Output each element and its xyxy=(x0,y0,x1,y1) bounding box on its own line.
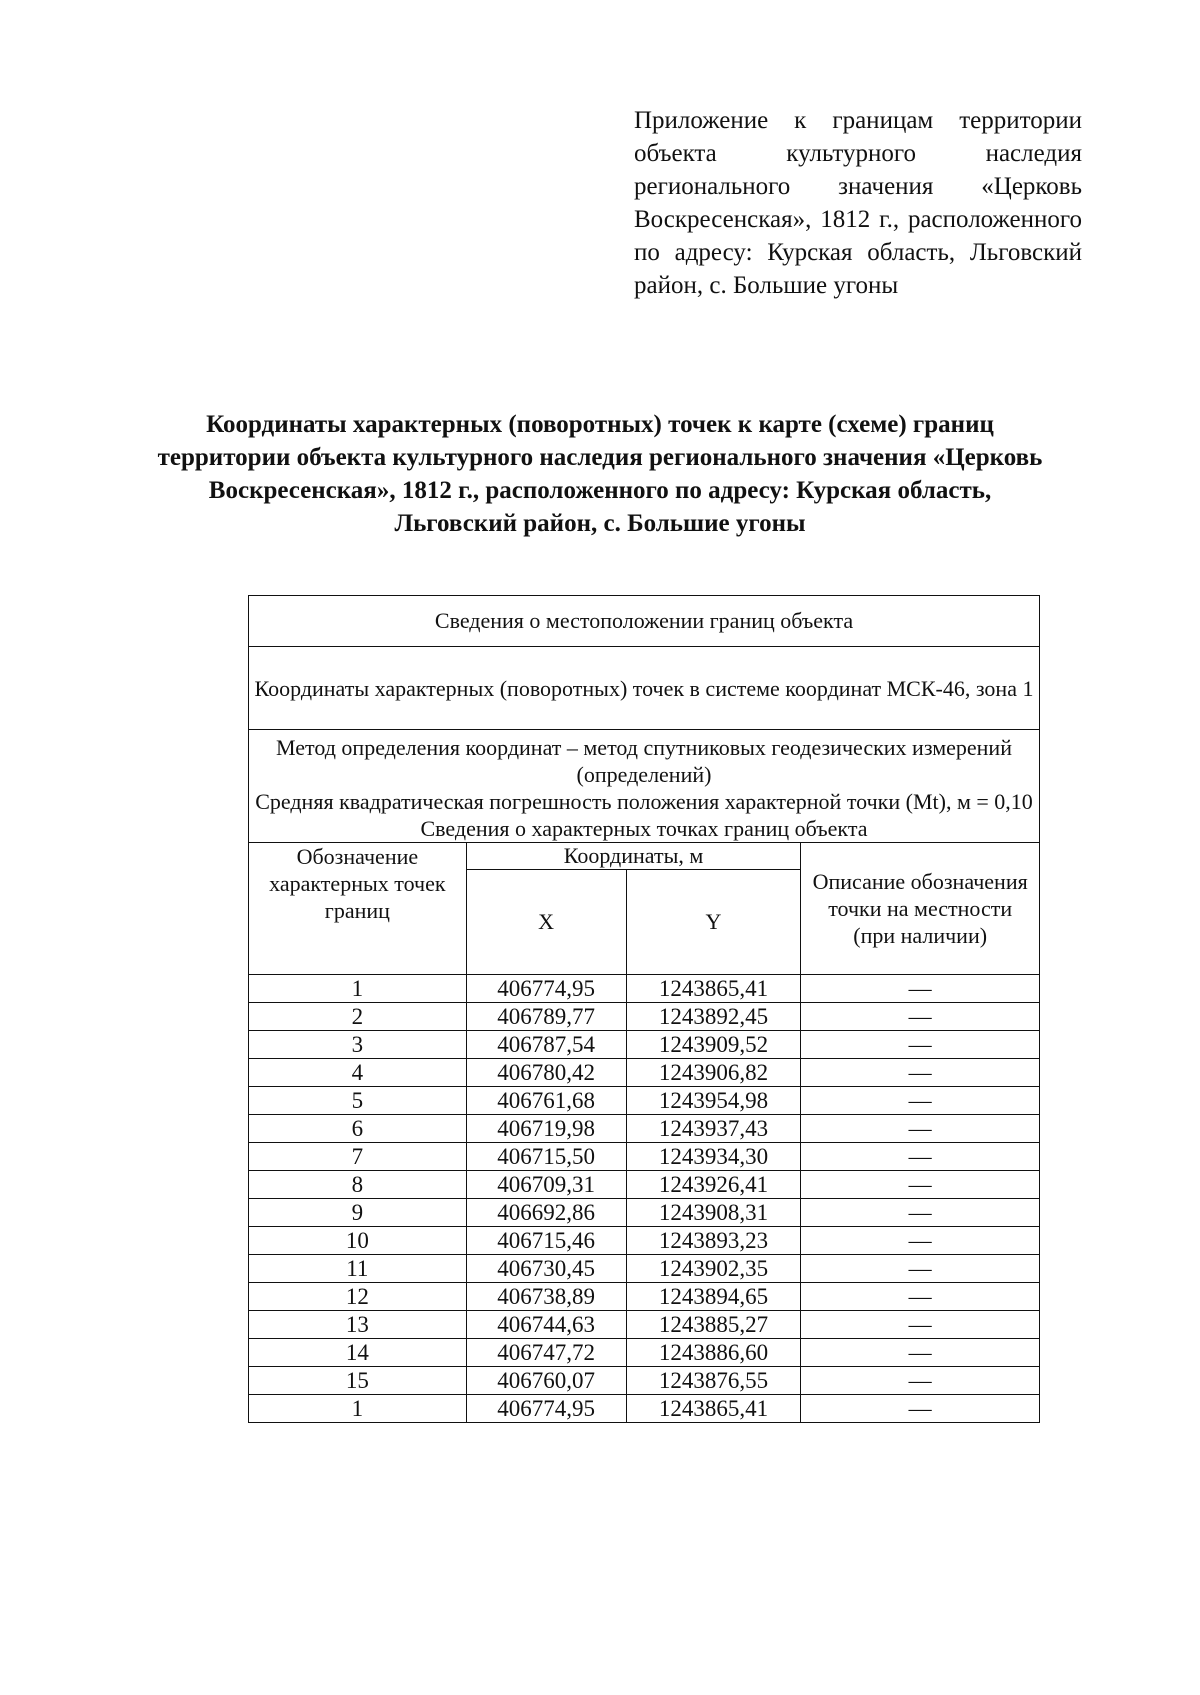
coord-y: 1243865,41 xyxy=(626,1395,801,1423)
coord-x: 406744,63 xyxy=(466,1311,626,1339)
coord-x: 406774,95 xyxy=(466,975,626,1003)
point-number: 9 xyxy=(249,1199,467,1227)
point-description: — xyxy=(801,1199,1040,1227)
document-title: Координаты характерных (поворотных) точек к карте (схеме) границ территории объекта культурного наследия регионального значения «Церковь Воскресенская», 1812 г., расположенного по адресу: Курская область, Льговский район, с. Большие угоны xyxy=(157,411,1043,537)
table-row xyxy=(249,1311,1040,1339)
point-description: — xyxy=(801,975,1040,1003)
point-number: 5 xyxy=(249,1087,467,1115)
coord-y: 1243865,41 xyxy=(626,975,801,1003)
point-description: — xyxy=(801,1143,1040,1171)
point-number: 2 xyxy=(249,1003,467,1031)
point-description: — xyxy=(801,1003,1040,1031)
col-designation-header: Обозначение характерных точек границ xyxy=(249,843,467,975)
point-number: 1 xyxy=(249,975,467,1003)
table-row xyxy=(249,1283,1040,1311)
point-number: 10 xyxy=(249,1227,467,1255)
col-x-header: X xyxy=(466,870,626,975)
point-description: — xyxy=(801,1283,1040,1311)
point-description: — xyxy=(801,1311,1040,1339)
coord-x: 406715,46 xyxy=(466,1227,626,1255)
table-row xyxy=(249,1031,1040,1059)
coord-y: 1243893,23 xyxy=(626,1227,801,1255)
coord-y: 1243908,31 xyxy=(626,1199,801,1227)
coord-y: 1243894,65 xyxy=(626,1283,801,1311)
point-number: 3 xyxy=(249,1031,467,1059)
point-number: 7 xyxy=(249,1143,467,1171)
coord-x: 406747,72 xyxy=(466,1339,626,1367)
coord-x: 406774,95 xyxy=(466,1395,626,1423)
coord-x: 406730,45 xyxy=(466,1255,626,1283)
appendix-note: Приложение к границам территории объекта культурного наследия регионального значения «Церковь Воскресенская», 1812 г., расположенного по адресу: Курская область, Льговский район, с. Большие угоны xyxy=(634,107,1082,299)
point-number: 15 xyxy=(249,1367,467,1395)
point-description: — xyxy=(801,1115,1040,1143)
coord-x: 406787,54 xyxy=(466,1031,626,1059)
table-header-method xyxy=(249,730,1040,843)
coord-y: 1243937,43 xyxy=(626,1115,801,1143)
point-description: — xyxy=(801,1395,1040,1423)
col-y-header: Y xyxy=(626,870,801,975)
point-description: — xyxy=(801,1031,1040,1059)
point-number: 8 xyxy=(249,1171,467,1199)
coordinates-table xyxy=(248,595,1040,1423)
coord-x: 406738,89 xyxy=(466,1283,626,1311)
table-row xyxy=(249,1115,1040,1143)
table-row xyxy=(249,1227,1040,1255)
coord-y: 1243885,27 xyxy=(626,1311,801,1339)
point-description: — xyxy=(801,1255,1040,1283)
method-text: Метод определения координат – метод спутниковых геодезических измерений (определений) xyxy=(276,735,1012,787)
col-coords-header: Координаты, м xyxy=(466,843,801,870)
coord-y: 1243892,45 xyxy=(626,1003,801,1031)
point-description: — xyxy=(801,1227,1040,1255)
coord-y: 1243902,35 xyxy=(626,1255,801,1283)
coord-x: 406780,42 xyxy=(466,1059,626,1087)
coord-y: 1243876,55 xyxy=(626,1367,801,1395)
table-header-location: Сведения о местоположении границ объекта xyxy=(249,596,1040,647)
point-description: — xyxy=(801,1367,1040,1395)
table-header-system: Координаты характерных (поворотных) точек в системе координат МСК-46, зона 1 xyxy=(249,647,1040,730)
coord-y: 1243954,98 xyxy=(626,1087,801,1115)
points-text: Сведения о характерных точках границ объекта xyxy=(420,816,868,841)
coord-x: 406692,86 xyxy=(466,1199,626,1227)
point-description: — xyxy=(801,1339,1040,1367)
point-number: 12 xyxy=(249,1283,467,1311)
point-number: 4 xyxy=(249,1059,467,1087)
table-row xyxy=(249,1003,1040,1031)
col-description-header: Описание обозначения точки на местности (при наличии) xyxy=(801,843,1040,975)
coord-x: 406709,31 xyxy=(466,1171,626,1199)
point-number: 14 xyxy=(249,1339,467,1367)
coord-x: 406719,98 xyxy=(466,1115,626,1143)
coord-y: 1243906,82 xyxy=(626,1059,801,1087)
table-row xyxy=(249,975,1040,1003)
point-number: 1 xyxy=(249,1395,467,1423)
coord-x: 406789,77 xyxy=(466,1003,626,1031)
coord-x: 406760,07 xyxy=(466,1367,626,1395)
coord-y: 1243934,30 xyxy=(626,1143,801,1171)
point-description: — xyxy=(801,1087,1040,1115)
table-row xyxy=(249,1339,1040,1367)
table-row xyxy=(249,1171,1040,1199)
table-row xyxy=(249,1059,1040,1087)
table-row xyxy=(249,1199,1040,1227)
table-row xyxy=(249,1143,1040,1171)
point-number: 6 xyxy=(249,1115,467,1143)
table-row xyxy=(249,1367,1040,1395)
table-row xyxy=(249,1087,1040,1115)
coord-y: 1243909,52 xyxy=(626,1031,801,1059)
point-number: 11 xyxy=(249,1255,467,1283)
coord-x: 406715,50 xyxy=(466,1143,626,1171)
table-row xyxy=(249,1255,1040,1283)
error-text: Средняя квадратическая погрешность положения характерной точки (Mt), м = 0,10 xyxy=(255,789,1033,814)
point-description: — xyxy=(801,1059,1040,1087)
coord-y: 1243886,60 xyxy=(626,1339,801,1367)
table-row xyxy=(249,1395,1040,1423)
point-number: 13 xyxy=(249,1311,467,1339)
point-description: — xyxy=(801,1171,1040,1199)
coord-x: 406761,68 xyxy=(466,1087,626,1115)
coord-y: 1243926,41 xyxy=(626,1171,801,1199)
